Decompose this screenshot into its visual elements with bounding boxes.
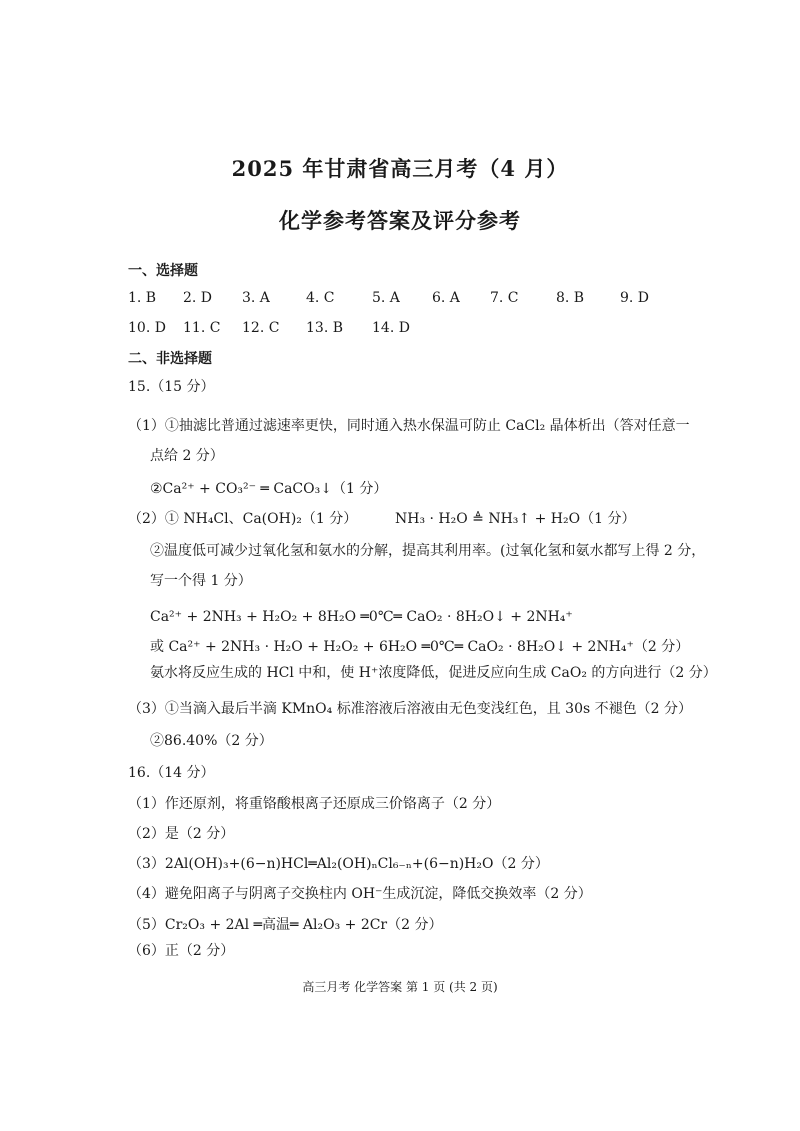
answer-line: ②Ca²⁺ + CO₃²⁻ ═ CaCO₃↓（1 分） bbox=[150, 481, 388, 497]
answer-line: ②温度低可减少过氧化氢和氨水的分解，提高其利用率。(过氧化氢和氨水都写上得 2 分， bbox=[150, 543, 706, 559]
answer-line: （2）① NH₄Cl、Ca(OH)₂（1 分） bbox=[128, 511, 358, 527]
answer-line: （1）①抽滤比普通过滤速率更快，同时通入热水保温可防止 CaCl₂ 晶体析出（答对任意一 bbox=[128, 418, 690, 434]
choice-answer: 2. D bbox=[183, 290, 213, 306]
section-heading-nonchoice: 二、非选择题 bbox=[128, 351, 212, 367]
choice-answer: 6. A bbox=[432, 290, 460, 306]
answer-line: （5）Cr₂O₃ + 2Al ═高温═ Al₂O₃ + 2Cr（2 分） bbox=[128, 917, 443, 933]
answer-line: （6）正（2 分） bbox=[128, 943, 235, 959]
answer-line: （2）是（2 分） bbox=[128, 826, 235, 842]
choice-answer: 12. C bbox=[242, 320, 280, 336]
answer-line: ②86.40%（2 分） bbox=[150, 733, 273, 749]
answer-line: 点给 2 分） bbox=[150, 448, 224, 464]
answer-line: 氨水将反应生成的 HCl 中和，使 H⁺浓度降低，促进反应向生成 CaO₂ 的方向进行（2 分） bbox=[150, 665, 717, 681]
answer-line: Ca²⁺ + 2NH₃ + H₂O₂ + 8H₂O ═0℃═ CaO₂ · 8H₂O↓ + 2NH₄⁺ bbox=[150, 609, 573, 625]
choice-answer: 5. A bbox=[372, 290, 400, 306]
choice-answer: 11. C bbox=[183, 320, 221, 336]
choice-answer: 14. D bbox=[372, 320, 410, 336]
answer-line: 15.（15 分） bbox=[128, 379, 215, 395]
answer-line: 或 Ca²⁺ + 2NH₃ · H₂O + H₂O₂ + 6H₂O ═0℃═ CaO₂ · 8H₂O↓ + 2NH₄⁺（2 分） bbox=[150, 639, 690, 655]
answer-line: NH₃ · H₂O ≜ NH₃↑ + H₂O（1 分） bbox=[395, 511, 636, 527]
choice-answer: 3. A bbox=[242, 290, 270, 306]
choice-answer: 7. C bbox=[490, 290, 519, 306]
page-footer: 高三月考 化学答案 第 1 页 (共 2 页) bbox=[302, 980, 498, 994]
choice-answer: 9. D bbox=[620, 290, 650, 306]
choice-answer: 10. D bbox=[128, 320, 166, 336]
answer-line: （4）避免阳离子与阴离子交换柱内 OH⁻生成沉淀，降低交换效率（2 分） bbox=[128, 886, 592, 902]
document-title: 2025 年甘肃省高三月考（4 月） bbox=[231, 156, 569, 181]
document-subtitle: 化学参考答案及评分参考 bbox=[279, 208, 521, 233]
answer-line: （1）作还原剂，将重铬酸根离子还原成三价铬离子（2 分） bbox=[128, 796, 501, 812]
answer-line: （3）2Al(OH)₃+(6−n)HCl═Al₂(OH)ₙCl₆₋ₙ+(6−n)H₂O（2 分） bbox=[128, 856, 549, 872]
choice-answer: 8. B bbox=[556, 290, 585, 306]
section-heading-choice: 一、选择题 bbox=[128, 263, 198, 279]
answer-line: 写一个得 1 分） bbox=[150, 573, 252, 589]
choice-answer: 1. B bbox=[128, 290, 157, 306]
choice-answer: 13. B bbox=[306, 320, 344, 336]
choice-answer: 4. C bbox=[306, 290, 335, 306]
answer-line: 16.（14 分） bbox=[128, 765, 215, 781]
answer-line: （3）①当滴入最后半滴 KMnO₄ 标准溶液后溶液由无色变浅红色，且 30s 不褪色（2 分） bbox=[128, 701, 692, 717]
